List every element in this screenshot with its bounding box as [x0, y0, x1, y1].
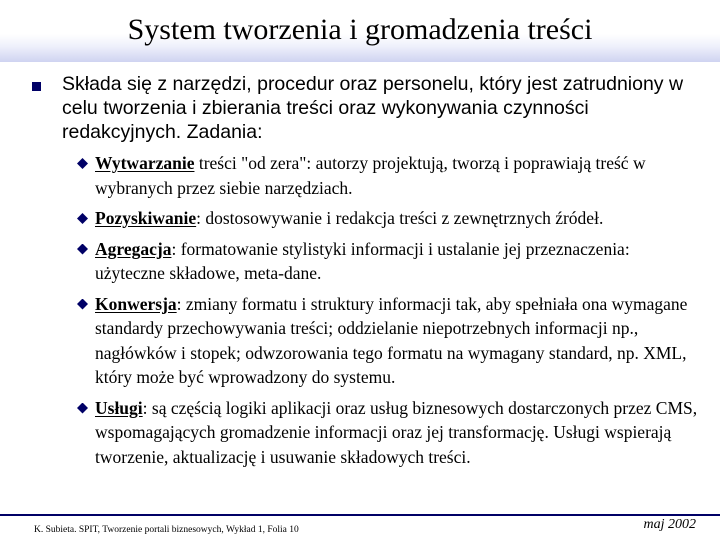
diamond-bullet-icon — [77, 158, 88, 169]
task-text: : zmiany formatu i struktury informacji tak, aby spełniała ona wymagane standardy przechowywania treści; oddzielanie niepotrzebnych informacji np., nagłówków i stopek; odwzorowania tego formatu na wymagany standard, np. XML, który może być wprowadzony do systemu. — [95, 293, 688, 387]
footer-date: maj 2002 — [643, 517, 696, 532]
task-text: : formatowanie stylistyki informacji i ustalanie jej przeznaczenia: użyteczne składowe, meta-dane. — [95, 238, 630, 283]
slide-content — [30, 72, 700, 475]
task-text: : są częścią logiki aplikacji oraz usług biznesowych dostarczonych przez CMS, wspomagających gromadzenie informacji oraz jej transformację. Usługi wspierają tworzenie, aktualizację i usuwanie składowych treści. — [95, 397, 698, 467]
footer-citation: K. Subieta. SPIT, Tworzenie portali biznesowych, Wykład 1, Folia 10 — [34, 525, 299, 535]
task-term: Pozyskiwanie — [95, 208, 197, 228]
intro-bullet — [30, 72, 700, 144]
task-text: treści "od zera": autorzy projektują, tworzą i poprawiają treść w wybranych przez siebie narzędziach. — [95, 153, 646, 198]
task-term: Konwersja — [95, 293, 177, 314]
task-item-konwersja — [76, 292, 700, 390]
diamond-bullet-icon — [77, 244, 88, 255]
intro-text: Składa się z narzędzi, procedur oraz personelu, który jest zatrudniony w celu tworzenia i zbierania treści oraz wykonywania czynności redakcyjnych. Zadania: — [62, 73, 684, 143]
task-item-uslugi — [76, 396, 700, 470]
task-term: Usługi — [95, 397, 143, 418]
diamond-bullet-icon — [77, 213, 88, 224]
task-item-pozyskiwanie — [76, 206, 700, 231]
task-item-wytwarzanie — [76, 151, 700, 200]
diamond-bullet-icon — [77, 403, 88, 414]
slide-title: System tworzenia i gromadzenia treści — [127, 13, 593, 46]
task-term: Wytwarzanie — [95, 153, 195, 173]
task-item-agregacja — [76, 237, 700, 286]
diamond-bullet-icon — [77, 299, 88, 310]
task-text: : dostosowywanie i redakcja treści z zewnętrznych źródeł. — [196, 208, 604, 228]
square-bullet-icon — [32, 82, 41, 91]
footer-divider — [0, 514, 720, 516]
task-term: Agregacja — [95, 238, 172, 259]
